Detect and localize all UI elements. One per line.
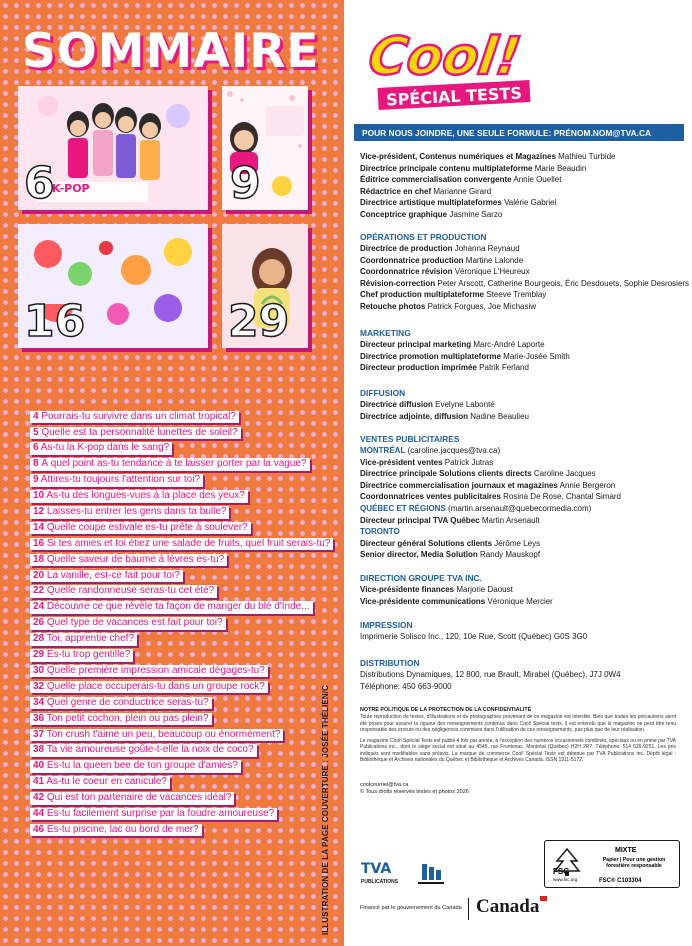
toc-item[interactable]: 26 Quel type de vacances est fait pour toi? bbox=[30, 616, 333, 632]
region-line: MONTRÉAL (caroline.jacques@tva.ca) bbox=[360, 446, 501, 455]
address-line: Imprimerie Solisco Inc., 120, 10e Rue, Scott (Québec) G0S 3G0 bbox=[360, 632, 588, 641]
section-heading: DISTRIBUTION bbox=[360, 658, 420, 668]
credit-line: Vice-présidente finances Marjorie Daoust bbox=[360, 585, 513, 594]
credit-line: Vice-président ventes Patrick Jutras bbox=[360, 457, 494, 467]
thumbnail-page-number: 16 bbox=[24, 296, 86, 347]
thumbnail-page-6[interactable] bbox=[18, 86, 208, 210]
credit-line: Directrice principale Solutions clients directs Caroline Jacques bbox=[360, 469, 596, 479]
credit-line: Directeur général Solutions clients Jérôme Leys bbox=[360, 538, 541, 548]
credit-line: Directrice adjointe, diffusion Nadine Beaulieu bbox=[360, 411, 529, 421]
credit-line: Directrice de production Johanna Reynaud bbox=[360, 244, 520, 253]
credit-line: Éditrice commercialisation convergente Annie Ouellet bbox=[360, 175, 562, 185]
logo-sub-text: SPÉCIAL TESTS bbox=[385, 83, 523, 110]
toc-item[interactable]: 32 Quelle place occuperais-tu dans un groupe rock? bbox=[30, 679, 333, 695]
credit-line: Révision-correction Peter Arscott, Catherine Bourgeois, Éric Desdouets, Sophie Desrosiers bbox=[360, 278, 690, 288]
credit-line: Coordonnatrice révision Véronique L'Heureux bbox=[360, 267, 530, 277]
table-of-contents-panel bbox=[0, 0, 344, 946]
toc-item[interactable]: 20 La vanille, est-ce fait pour toi? bbox=[30, 568, 333, 584]
credit-line: Retouche photos Patrick Forgues, Joe Michasiw bbox=[360, 301, 537, 311]
toc-item[interactable]: 5 Quelle est ta personnalité lunettes de soleil? bbox=[30, 425, 333, 441]
toc-item[interactable]: 14 Quelle coupe estivale es-tu prête à soulever? bbox=[30, 520, 333, 536]
page-title: SOMMAIRE bbox=[22, 24, 320, 79]
credit-line: Senior director, Media Solution Randy Mauskopf bbox=[360, 550, 541, 560]
credit-line: Rédactrice en chef Marianne Girard bbox=[360, 186, 492, 196]
fsc-code: FSC® C103304 bbox=[599, 878, 642, 884]
credit-line: Directrice artistique multiplateformes Valérie Gabriel bbox=[360, 198, 557, 208]
toc-item[interactable]: 28 Toi, apprentie chef? bbox=[30, 631, 333, 647]
section-heading: OPÉRATIONS ET PRODUCTION bbox=[360, 232, 487, 242]
cool-logo bbox=[364, 22, 539, 120]
fsc-word: FSC bbox=[553, 867, 569, 876]
distribution-section bbox=[360, 658, 685, 692]
toc-item[interactable]: 40 Es-tu la queen bee de ton groupe d'amies? bbox=[30, 759, 333, 775]
toc-item[interactable]: 29 Es-tu trop gentille? bbox=[30, 647, 333, 663]
thumbnail-page-29[interactable] bbox=[222, 224, 308, 348]
svg-text:TVA: TVA bbox=[361, 861, 392, 877]
credit-line: Directeur principal marketing Marc-André Laporte bbox=[360, 340, 545, 349]
flag-icon bbox=[540, 896, 547, 901]
region-line: TORONTO bbox=[360, 527, 400, 537]
legal-notice bbox=[360, 707, 676, 768]
funding-statement: Financé par le gouvernement du Canada bbox=[360, 905, 462, 911]
address-line: Distributions Dynamiques, 12 800, rue Brault, Mirabel (Québec), J7J 0W4 bbox=[360, 670, 621, 679]
cover-credit: ILLUSTRATION DE LA PAGE COUVERTURE : JOSÉE THÉLIEN/C bbox=[321, 685, 330, 935]
credit-line: Coordonnatrice production Martine Lalonde bbox=[360, 255, 524, 265]
section-heading: DIFFUSION bbox=[360, 388, 406, 398]
toc-item[interactable]: 18 Quelle saveur de baume à lèvres es-tu? bbox=[30, 552, 333, 568]
email-link[interactable]: coolcourriel@tva.ca bbox=[360, 782, 409, 788]
masthead-panel bbox=[344, 0, 692, 946]
toc-item[interactable]: 42 Qui est ton partenaire de vacances idéal? bbox=[30, 790, 333, 806]
toc-item[interactable]: 38 Ta vie amoureuse goûte-t-elle la noix de coco? bbox=[30, 743, 333, 759]
region-line: QUÉBEC ET RÉGIONS (martin.arsenault@quebecormedia.com) bbox=[360, 503, 592, 513]
toc-item[interactable]: 30 Quelle première impression amicale dégages-tu? bbox=[30, 663, 333, 679]
credit-line: Directrice diffusion Evelyne Labonté bbox=[360, 400, 495, 409]
contact-bar: POUR NOUS JOINDRE, UNE SEULE FORMULE: PRÉNOM.NOM@TVA.CA bbox=[354, 124, 684, 141]
fsc-mixte: MIXTE bbox=[615, 847, 637, 854]
section-heading: VENTES PUBLICITAIRES bbox=[360, 434, 460, 444]
fsc-paper: Papier | Pour une gestion forestière responsable bbox=[602, 857, 666, 870]
canada-wordmark: Canada bbox=[476, 896, 547, 918]
toc-item[interactable]: 9 Attires-tu toujours l'attention sur toi? bbox=[30, 473, 333, 489]
logo-main-text: Cool! bbox=[364, 27, 525, 87]
toc-item[interactable]: 4 Pourrais-tu survivre dans un climat tropical? bbox=[30, 409, 333, 425]
credit-line: Directeur principal TVA Québec Martin Arsenault bbox=[360, 515, 540, 525]
credit-line: Conceptrice graphique Jasmine Sarzo bbox=[360, 209, 503, 219]
diffusion-section bbox=[360, 388, 685, 422]
toc-list bbox=[30, 409, 333, 838]
credit-line: Directrice principale contenu multiplateforme Marie Beaudin bbox=[360, 163, 587, 173]
section-heading: MARKETING bbox=[360, 328, 411, 338]
section-heading: IMPRESSION bbox=[360, 620, 413, 630]
thumbnail-caption: K-POP bbox=[52, 182, 90, 195]
toc-item[interactable]: 41 As-tu le coeur en canicule? bbox=[30, 774, 333, 790]
divider bbox=[468, 898, 469, 920]
toc-item[interactable]: 44 Es-tu facilement surprise par la foudre amoureuse? bbox=[30, 806, 333, 822]
marketing-section bbox=[360, 328, 685, 374]
fsc-certification bbox=[544, 840, 680, 888]
operations-section bbox=[360, 232, 690, 313]
legal-text: Le magazine Cool! Spécial Tests est publié 4 fois par année, à l'exception des numéros occasionnels combinés, spéciaux ou en prime par TVA Publications inc., dont le siège social est situé au 4545, rue Frontenac, Montréal (Québec) H2H 2R7. Téléphone: 514 526-9251. Les prix indiqués sont modifiables sans préavis. La marque de commerce Cool! Spécial Tests est détenue par TVA Publications inc. Dépôt légal : Bibliothèque et Archives nationales du Québec et Bibliothèque et Archives Canada. ISSN 1911-5172. bbox=[360, 738, 676, 764]
credit-line: Directrice promotion multiplateforme Marie-Josée Smith bbox=[360, 351, 570, 361]
policy-heading: NOTRE POLITIQUE DE LA PROTECTION DE LA CONFIDENTIALITÉ bbox=[360, 707, 532, 713]
section-heading: DIRECTION GROUPE TVA INC. bbox=[360, 573, 482, 583]
fsc-site: www.fsc.org bbox=[553, 877, 578, 882]
impression-section bbox=[360, 620, 685, 643]
toc-item[interactable]: 24 Découvre ce que révèle ta façon de manger du blé d'Inde... bbox=[30, 600, 333, 616]
ventes-section bbox=[360, 434, 685, 561]
credit-line: Coordonnatrices ventes publicitaires Rosina De Rose, Chantal Simard bbox=[360, 492, 622, 502]
credit-line: Directrice commercialisation journaux et magazines Annie Bergeron bbox=[360, 480, 616, 490]
toc-item[interactable]: 37 Ton crush t'aime un peu, beaucoup ou énormément? bbox=[30, 727, 333, 743]
toc-item[interactable]: 34 Quel genre de conductrice seras-tu? bbox=[30, 695, 333, 711]
copyright-text: © Tous droits réservés textes et photos 2026 bbox=[360, 789, 469, 795]
partner-logo bbox=[414, 862, 448, 886]
toc-item[interactable]: 6 As-tu la K-pop dans le sang? bbox=[30, 441, 333, 457]
toc-item[interactable]: 16 Si tes amies et toi étiez une salade de fruits, quel fruit serais-tu? bbox=[30, 536, 333, 552]
toc-item[interactable]: 22 Quelle randonneuse seras-tu cet été? bbox=[30, 584, 333, 600]
executives-section bbox=[360, 151, 685, 221]
toc-item[interactable]: 36 Ton petit cochon, plein ou pas plein? bbox=[30, 711, 333, 727]
credit-line: Directeur production imprimée Patrik Ferland bbox=[360, 363, 529, 373]
policy-text: Toute reproduction de textes, d'illustrations et de photographies provenant de ce magazine est interdite. Bien que toutes les précautions aient été prises pour assurer la rigueur des renseignements contenus dans Cool! Spécial tests, il est entendu que le magazine ne peut être tenu responsable des erreurs ou des négligences commises dans l'utilisation de ces renseignements, pas plus que de leur réalisation. bbox=[360, 714, 676, 733]
thumbnail-page-number: 9 bbox=[230, 158, 261, 209]
tva-publications-logo bbox=[360, 859, 400, 885]
toc-item[interactable]: 12 Laisses-tu entrer les gens dans ta bulle? bbox=[30, 504, 333, 520]
direction-section bbox=[360, 573, 685, 607]
svg-text:PUBLICATIONS: PUBLICATIONS bbox=[361, 879, 399, 885]
thumbnail-page-number: 29 bbox=[228, 296, 290, 347]
thumbnail-page-number: 6 bbox=[24, 158, 55, 209]
thumbnail-page-16[interactable] bbox=[18, 224, 208, 348]
credit-line: Vice-présidente communications Véronique Mercier bbox=[360, 596, 553, 606]
thumbnail-page-9[interactable] bbox=[222, 86, 308, 210]
toc-item[interactable]: 46 Es-tu piscine, lac ou bord de mer? bbox=[30, 822, 333, 838]
toc-item[interactable]: 8 À quel point as-tu tendance à te laisser porter par la vague? bbox=[30, 457, 333, 473]
contact-info bbox=[360, 782, 469, 796]
toc-item[interactable]: 10 As-tu des longues-vues à la place des yeux? bbox=[30, 488, 333, 504]
credit-line: Chef production multiplateforme Steeve Tremblay bbox=[360, 290, 547, 300]
phone-line: Téléphone: 450 663-9000 bbox=[360, 681, 452, 691]
credit-line: Vice-président, Contenus numériques et Magazines Mathieu Turbide bbox=[360, 152, 616, 161]
